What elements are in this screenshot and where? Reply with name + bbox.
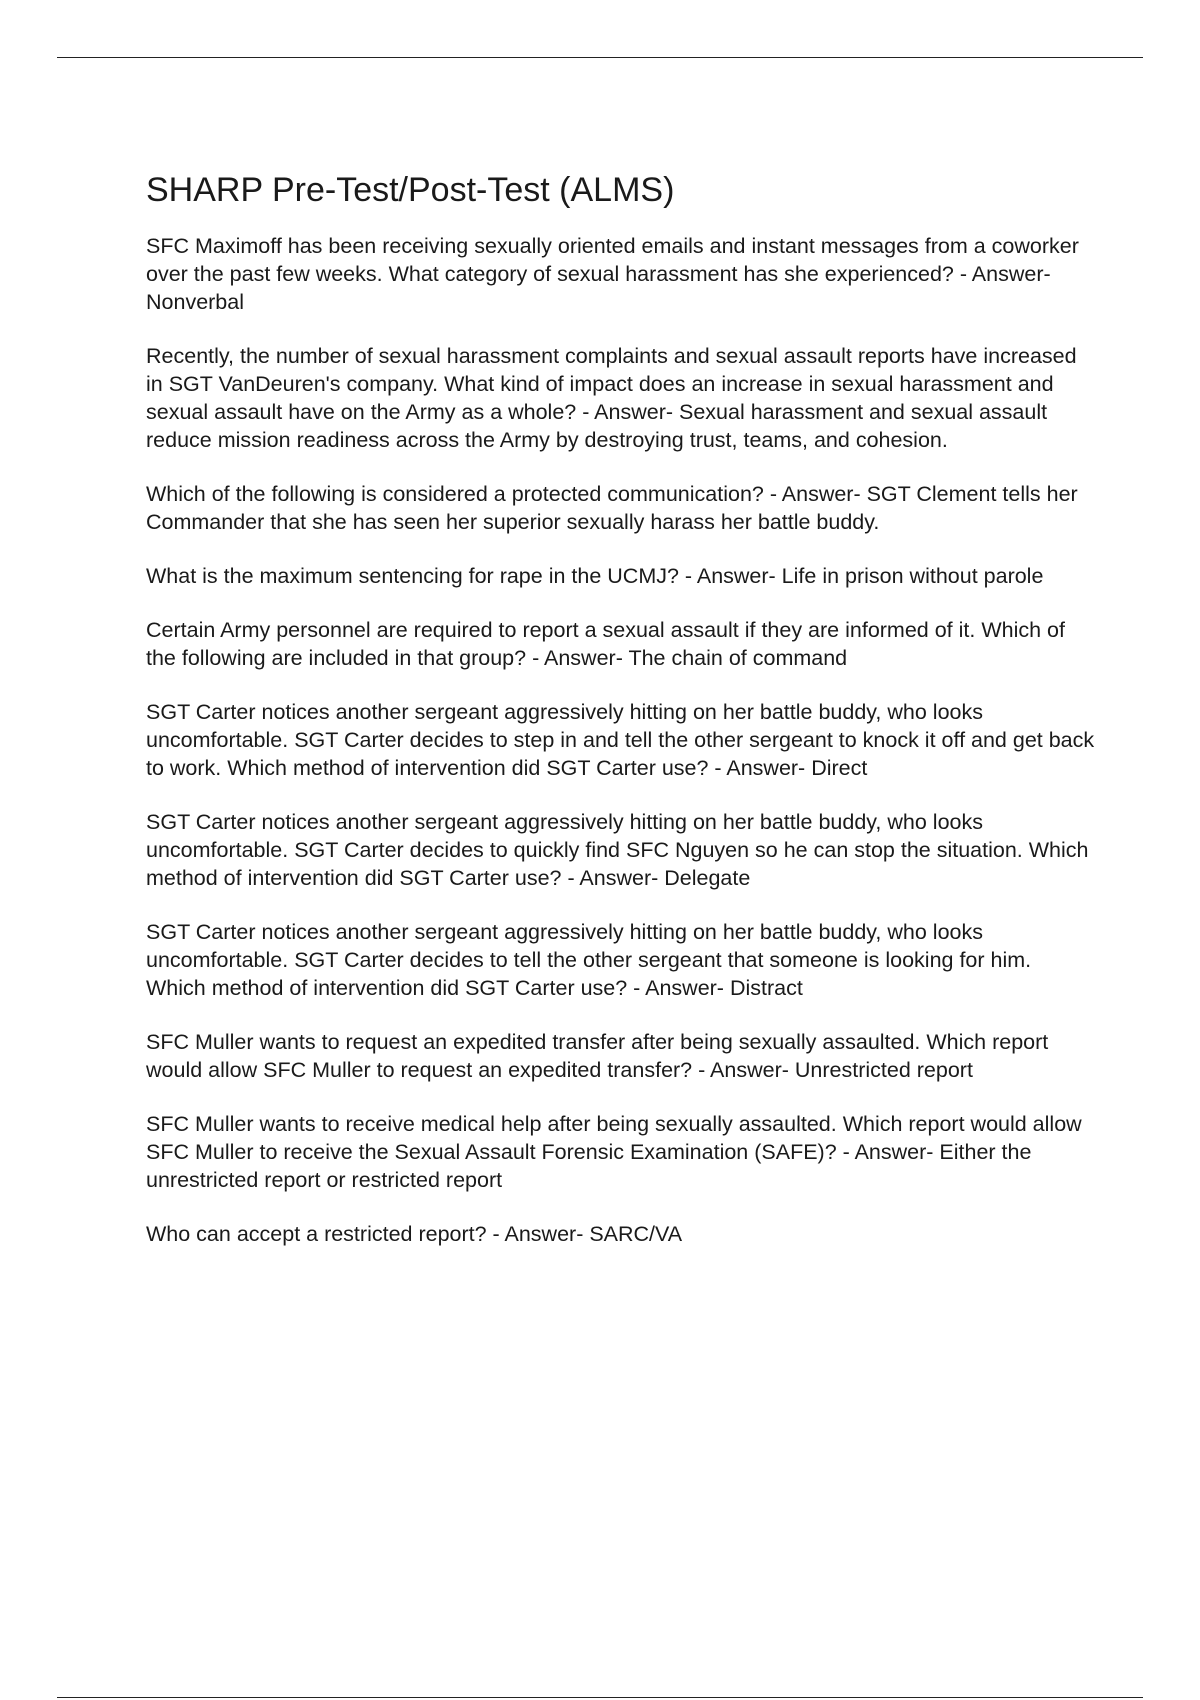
document-body (146, 170, 1096, 1274)
page-title: SHARP Pre-Test/Post-Test (ALMS) (146, 171, 675, 209)
qa-item: SGT Carter notices another sergeant aggressively hitting on her battle buddy, who looks uncomfortable. SGT Carter decides to tell the other sergeant that someone is looking for him. Which method of intervention did SGT Carter use? - Answer- Distract (146, 919, 1032, 1000)
qa-item: SFC Maximoff has been receiving sexually oriented emails and instant messages from a coworker over the past few weeks. What category of sexual harassment has she experienced? - Answer- Nonverbal (146, 233, 1079, 314)
qa-item: Certain Army personnel are required to report a sexual assault if they are informed of it. Which of the following are included in that group? - Answer- The chain of command (146, 617, 1065, 670)
qa-item: Who can accept a restricted report? - Answer- SARC/VA (146, 1221, 683, 1246)
qa-list (146, 232, 1096, 1248)
qa-item: Which of the following is considered a protected communication? - Answer- SGT Clement tells her Commander that she has seen her superior sexually harass her battle buddy. (146, 481, 1078, 534)
qa-item: SFC Muller wants to request an expedited transfer after being sexually assaulted. Which report would allow SFC Muller to request an expedited transfer? - Answer- Unrestricted report (146, 1029, 1049, 1082)
qa-item: SGT Carter notices another sergeant aggressively hitting on her battle buddy, who looks uncomfortable. SGT Carter decides to quickly find SFC Nguyen so he can stop the situation. Which method of intervention did SGT Carter use? - Answer- Delegate (146, 809, 1089, 890)
bottom-divider (57, 1697, 1143, 1698)
qa-item: SGT Carter notices another sergeant aggressively hitting on her battle buddy, who looks uncomfortable. SGT Carter decides to step in and tell the other sergeant to knock it off and get back to work. Which method of intervention did SGT Carter use? - Answer- Direct (146, 699, 1095, 780)
qa-item: What is the maximum sentencing for rape in the UCMJ? - Answer- Life in prison without parole (146, 563, 1044, 588)
qa-item: SFC Muller wants to receive medical help after being sexually assaulted. Which report would allow SFC Muller to receive the Sexual Assault Forensic Examination (SAFE)? - Answer- Either the unrestricted report or restricted report (146, 1111, 1082, 1192)
qa-item: Recently, the number of sexual harassment complaints and sexual assault reports have increased in SGT VanDeuren's company. What kind of impact does an increase in sexual harassment and sexual assault have on the Army as a whole? - Answer- Sexual harassment and sexual assault reduce mission readiness across the Army by destroying trust, teams, and cohesion. (146, 343, 1077, 452)
top-divider (57, 57, 1143, 58)
